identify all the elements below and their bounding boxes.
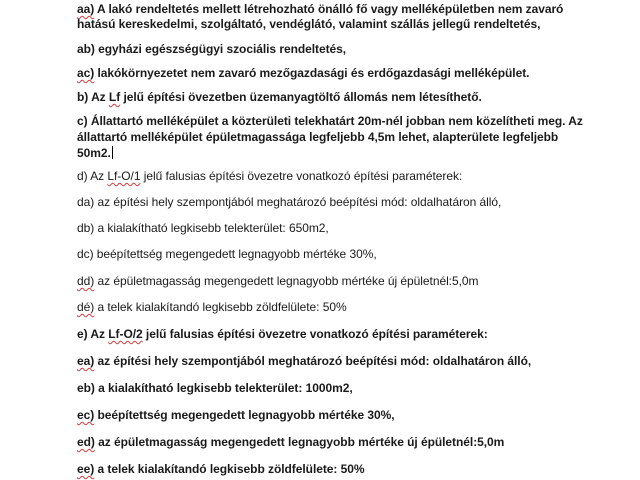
marker-ac: ac) — [77, 66, 95, 80]
paragraph-d-text: jelű falusias építési övezetre vonatkozó építési paraméterek: — [140, 169, 463, 183]
paragraph-db-text: db) a kialakítható legkisebb telekterület: 650m2, — [77, 221, 329, 235]
paragraph-c-line-3 — [77, 144, 113, 162]
paragraph-de-text: a telek kialakítandó legkisebb zöldfelülete: 50% — [94, 300, 347, 314]
paragraph-ab — [77, 40, 346, 58]
marker-ea: ea) — [77, 354, 95, 368]
marker-b: b) Az — [77, 90, 109, 104]
marker-d: d) Az — [77, 169, 108, 183]
paragraph-c-line-2 — [77, 128, 558, 146]
paragraph-b-text: jelű építési övezetben üzemanyagtöltő állomás nem létesíthető. — [120, 90, 482, 104]
paragraph-ec — [77, 406, 395, 424]
text-cursor — [112, 146, 113, 159]
paragraph-ac-text: lakókörnyezetet nem zavaró mezőgazdasági és erdőgazdasági melléképület. — [94, 66, 530, 80]
zone-code-lf: Lf — [108, 90, 121, 104]
paragraph-ac — [77, 64, 529, 82]
paragraph-ed-text: az épületmagasság megengedett legnagyobb mértéke új épületnél:5,0m — [94, 435, 505, 449]
paragraph-dd-text: az épületmagasság megengedett legnagyobb mértéke új épületnél:5,0m — [94, 274, 479, 288]
marker-de: dé) — [77, 300, 95, 314]
paragraph-aa-text: A lakó rendeltetés mellett létrehozható önálló fő vagy melléképületben nem zavaró — [94, 2, 564, 16]
paragraph-d — [77, 167, 462, 185]
marker-ed: ed) — [77, 435, 95, 449]
zone-code-lf-o-2: Lf-O/2 — [108, 327, 143, 341]
paragraph-db — [77, 219, 329, 237]
paragraph-dd — [77, 272, 478, 290]
marker-aa: aa) — [77, 2, 95, 16]
marker-ee: ee) — [77, 462, 95, 476]
paragraph-e — [77, 325, 488, 343]
paragraph-c-line-2-text: állattartó melléképület épületmagassága legfeljebb 4,5m lehet, alapterülete legfeljebb — [77, 130, 559, 144]
zone-code-lf-o-1: Lf-O/1 — [107, 169, 141, 183]
paragraph-aa-continuation-text: hatású kereskedelmi, szolgáltató, vendéglátó, valamint szállás jellegű rendeltetés, — [77, 17, 541, 31]
paragraph-ee — [77, 460, 365, 478]
paragraph-c-line-3-text: 50m2. — [77, 146, 111, 160]
paragraph-ed — [77, 433, 504, 451]
paragraph-de — [77, 298, 347, 316]
paragraph-ea-text: az építési hely szempontjából meghatározó beépítési mód: oldalhatáron álló, — [94, 354, 532, 368]
paragraph-ee-text: a telek kialakítandó legkisebb zöldfelülete: 50% — [94, 462, 365, 476]
paragraph-ea — [77, 352, 531, 370]
paragraph-da — [77, 193, 501, 211]
marker-dd: dd) — [77, 274, 95, 288]
paragraph-c-line-1-text: c) Állattartó melléképület a közterületi telekhatárt 20m-nél jobban nem közelítheti meg. Az — [77, 114, 583, 128]
marker-e: e) Az — [77, 327, 109, 341]
paragraph-b — [77, 88, 482, 106]
paragraph-dc — [77, 245, 377, 263]
paragraph-ab-text: ab) egyházi egészségügyi szociális rendeltetés, — [77, 42, 347, 56]
paragraph-aa-continuation — [77, 15, 540, 33]
paragraph-e-text: jelű falusias építési övezetre vonatkozó építési paraméterek: — [142, 327, 488, 341]
paragraph-dc-text: dc) beépítettség megengedett legnagyobb mértéke 30%, — [77, 247, 377, 261]
paragraph-ec-text: beépítettség megengedett legnagyobb mértéke 30%, — [94, 408, 395, 422]
marker-ec: ec) — [77, 408, 95, 422]
paragraph-da-text: da) az építési hely szempontjából meghatározó beépítési mód: oldalhatáron álló, — [77, 195, 502, 209]
paragraph-eb — [77, 379, 353, 397]
paragraph-eb-text: eb) a kialakítható legkisebb telekterület: 1000m2, — [77, 381, 353, 395]
